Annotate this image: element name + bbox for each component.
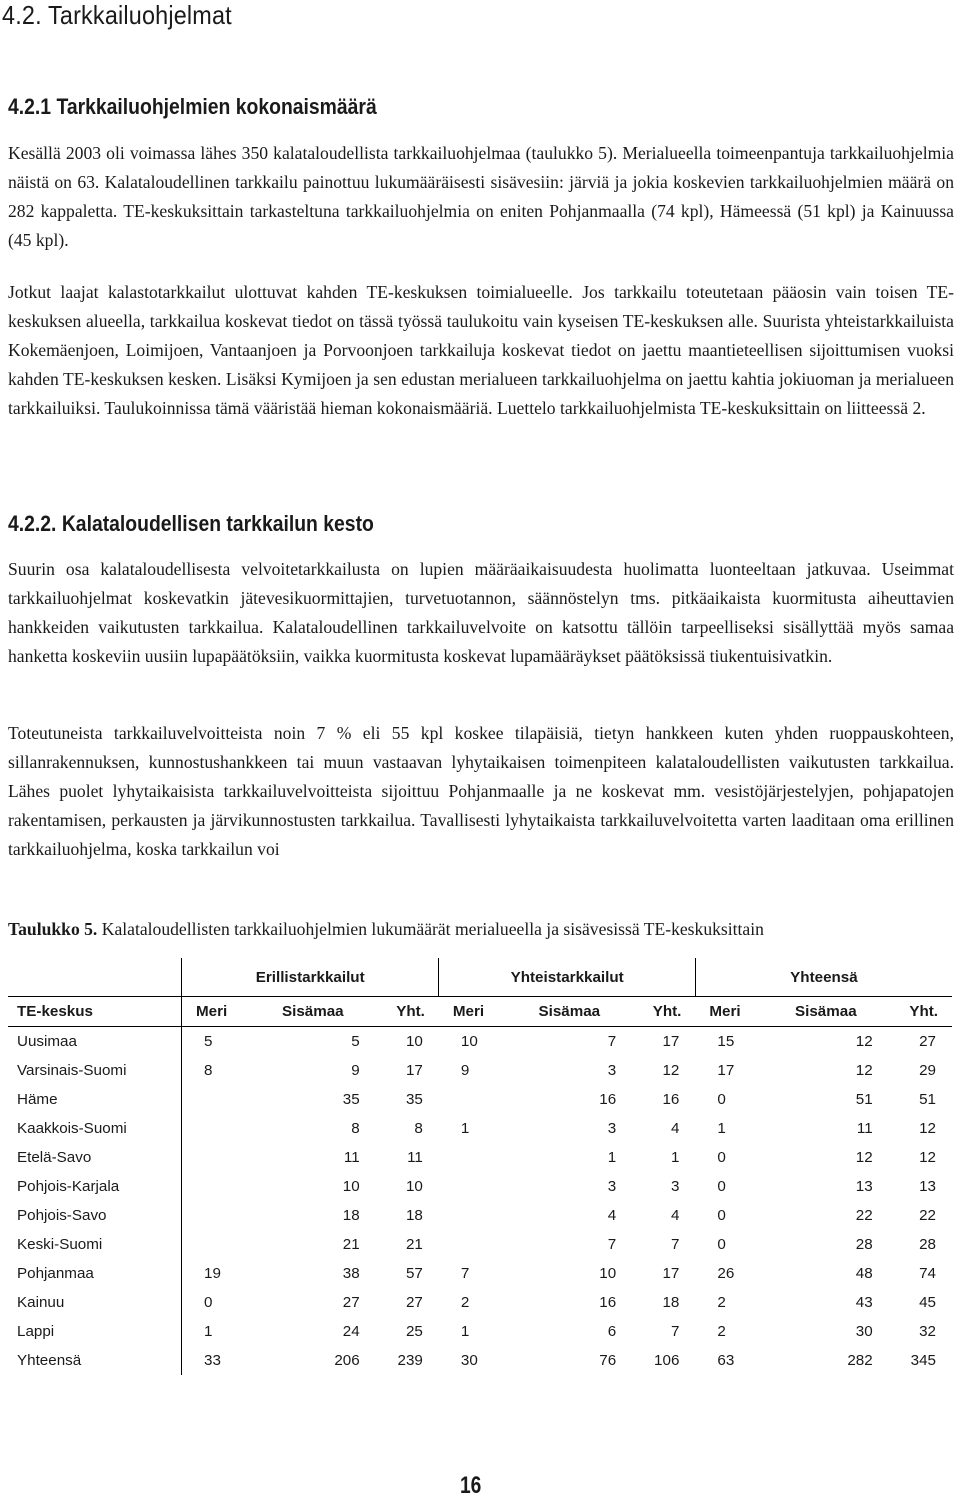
table-cell: 10	[460, 1033, 478, 1050]
table-cell: 9	[351, 1062, 360, 1079]
table-row-label: Pohjois-Karjala	[17, 1178, 120, 1195]
table-row	[8, 1172, 952, 1201]
table-header-cell: Meri	[182, 997, 260, 1027]
table-cell: 15	[717, 1033, 735, 1050]
table-row	[8, 1027, 952, 1057]
table-group-header-row	[8, 958, 952, 997]
subsection-heading-1: 4.2.1 Tarkkailuohjelmien kokonaismäärä	[8, 94, 377, 119]
table-body	[8, 1027, 952, 1376]
table-cell: 11	[856, 1120, 873, 1137]
table-cell: 8	[414, 1120, 423, 1137]
table-cell: 35	[342, 1091, 360, 1108]
table-header-cell: TE-keskus	[8, 997, 182, 1027]
table-header-row	[8, 997, 952, 1027]
table-row	[8, 1230, 952, 1259]
table-row-label: Varsinais-Suomi	[17, 1062, 127, 1079]
table-cell: 43	[855, 1294, 873, 1311]
table-cell: 28	[919, 1236, 936, 1253]
table-row	[8, 1288, 952, 1317]
table-cell: 30	[460, 1352, 478, 1369]
section-heading: 4.2. Tarkkailuohjelmat	[2, 0, 232, 30]
table-cell: 1	[460, 1323, 470, 1340]
table-cell: 22	[855, 1207, 873, 1224]
table-group-header: Yhteensä	[695, 958, 952, 997]
table-cell: 10	[405, 1033, 423, 1050]
table-cell: 17	[405, 1062, 423, 1079]
table-cell: 4	[670, 1207, 680, 1224]
table-cell: 18	[405, 1207, 423, 1224]
table-cell: 17	[662, 1033, 680, 1050]
table-cell: 206	[334, 1352, 360, 1369]
table-header-cell: Sisämaa	[773, 997, 879, 1027]
table-row-label: Kainuu	[17, 1294, 65, 1311]
paragraph-3: Suurin osa kalataloudellisesta velvoitetarkkailusta on lupien määräaikaisuudesta huolimatta luonteeltaan jatkuvaa. Useimmat tarkkailuohjelmat koskevatkin jätevesikuormittajien, turvetuotannon, säännöstelyn tms. pitkäaikaista kuormitusta aiheuttavien hankkeiden vaikutusten tarkkailua. Kalataloudellinen tarkkailuvelvoite on katsottu tällöin tarpeelliseksi sisällyttää myös samaa hanketta koskeviin uusiin lupapäätöksiin, vaikka kuormitusta koskevat lupamääräykset päätöksissä tiukentuisivatkin.	[8, 559, 954, 666]
table-cell: 21	[405, 1236, 423, 1253]
table-group-header: Yhteistarkkailut	[439, 958, 696, 997]
table-cell: 2	[717, 1323, 726, 1340]
table-cell: 10	[405, 1178, 423, 1195]
table-cell: 63	[717, 1352, 735, 1369]
table-cell: 1	[717, 1120, 726, 1137]
paragraph-4: Toteutuneista tarkkailuvelvoitteista noin 7 % eli 55 kpl koskee tilapäisiä, tietyn hankkeen kuten yhden ruoppauskohteen, sillanrakennuksen, kunnostushankkeen tai muun vastaavan lyhytaikaisen toimenpiteen kalataloudellisten vaikutusten tarkkailua. Lähes puolet lyhytaikaisista tarkkailuvelvoitteista sijoittuu Pohjanmaalle ja ne koskevat mm. vesistöjärjestelyjen, pohjapatojen rakentamisen, perkausten ja järvikunnostusten tarkkailua. Tavallisesti lyhytaikaista tarkkailuvelvoitetta varten laaditaan oma erillinen tarkkailuohjelma, koska tarkkailun voi	[8, 723, 954, 859]
table-cell	[182, 1172, 260, 1201]
table-cell: 27	[342, 1294, 360, 1311]
table-cell: 48	[855, 1265, 873, 1282]
table-cell: 5	[182, 1027, 260, 1057]
table-cell: 2	[460, 1294, 470, 1311]
table-caption-text: Kalataloudellisten tarkkailuohjelmien lukumäärät merialueella ja sisävesissä TE-keskuksittain	[97, 919, 764, 939]
table-cell	[439, 1201, 517, 1230]
table-cell: 7	[460, 1265, 470, 1282]
table-cell: 3	[670, 1178, 680, 1195]
table-cell	[439, 1143, 517, 1172]
table-cell: 10	[342, 1178, 360, 1195]
table-cell: 7	[670, 1323, 680, 1340]
table-row	[8, 1201, 952, 1230]
table-cell: 16	[599, 1294, 617, 1311]
table-header-cell: Yht.	[366, 997, 439, 1027]
table-cell: 16	[599, 1091, 617, 1108]
table-cell: 12	[855, 1062, 873, 1079]
table-cell	[439, 1085, 517, 1114]
table-cell: 19	[182, 1259, 260, 1288]
table-header-cell: Meri	[439, 997, 517, 1027]
table-cell: 8	[182, 1056, 260, 1085]
table-cell: 106	[654, 1352, 680, 1369]
table-row-label: Uusimaa	[17, 1033, 77, 1050]
table-cell: 6	[607, 1323, 617, 1340]
table-header-cell: Sisämaa	[516, 997, 622, 1027]
table-cell: 27	[405, 1294, 423, 1311]
table-header-cell: Sisämaa	[260, 997, 366, 1027]
table-header-cell: Yht.	[622, 997, 695, 1027]
table-cell	[182, 1143, 260, 1172]
table-cell: 8	[351, 1120, 360, 1137]
table-cell: 25	[405, 1323, 423, 1340]
table-cell: 17	[717, 1062, 735, 1079]
table-row	[8, 1056, 952, 1085]
table-row-label: Pohjois-Savo	[17, 1207, 107, 1224]
table-cell: 0	[182, 1288, 260, 1317]
data-table	[8, 958, 952, 1375]
table-row	[8, 1259, 952, 1288]
table-cell: 7	[607, 1033, 617, 1050]
table-row-label: Etelä-Savo	[17, 1149, 92, 1166]
table-cell: 11	[343, 1149, 360, 1166]
table-cell: 3	[607, 1062, 617, 1079]
table-cell: 4	[607, 1207, 617, 1224]
table-row-label: Keski-Suomi	[17, 1236, 103, 1253]
table-caption-label: Taulukko 5.	[8, 919, 98, 939]
paragraph-2: Jotkut laajat kalastotarkkailut ulottuvat kahden TE-keskuksen toimialueelle. Jos tarkkailu toteutetaan pääosin vain toisen TE-keskuksen alueella, tarkkailua koskevat tiedot on tässä työssä taulukoitu vain kyseisen TE-keskuksen alle. Suurista yhteistarkkailuista Kokemäenjoen, Loimijoen, Vantaanjoen ja Porvoonjoen tarkkailuja koskevat tiedot on jaettu maantieteellisen sijoittumisen vuoksi kahden TE-keskuksen kesken. Lisäksi Kymijoen ja sen edustan merialueen tarkkailuohjelma on jaettu kahtia jokiuoman ja merialueen tarkkailuiksi. Taulukoinnissa tämä vääristää hieman kokonaismääriä. Luettelo tarkkailuohjelmista TE-keskuksittain on liitteessä 2.	[8, 282, 954, 418]
table-cell	[182, 1114, 260, 1143]
table-cell: 10	[599, 1265, 617, 1282]
table-cell: 3	[607, 1120, 617, 1137]
table-cell: 7	[607, 1236, 617, 1253]
table-cell: 5	[351, 1033, 360, 1050]
table-cell: 1	[182, 1317, 260, 1346]
table-cell: 0	[717, 1091, 726, 1108]
table-cell: 57	[405, 1265, 423, 1282]
table-cell: 51	[919, 1091, 936, 1108]
table-cell: 4	[670, 1120, 680, 1137]
table-cell: 38	[342, 1265, 360, 1282]
table-row	[8, 1346, 952, 1375]
table-group-header-empty	[8, 958, 182, 997]
table-header-cell: Yht.	[879, 997, 952, 1027]
table-cell	[182, 1085, 260, 1114]
table-cell: 12	[855, 1149, 873, 1166]
table-cell: 13	[855, 1178, 873, 1195]
table-cell: 12	[919, 1149, 936, 1166]
table-cell: 74	[919, 1265, 936, 1282]
table-cell: 24	[342, 1323, 360, 1340]
table-cell	[439, 1172, 517, 1201]
table-cell: 45	[919, 1294, 936, 1311]
table-cell: 0	[717, 1236, 726, 1253]
subsection-heading-2: 4.2.2. Kalataloudellisen tarkkailun kesto	[8, 511, 374, 536]
table-row	[8, 1085, 952, 1114]
table-cell: 35	[405, 1091, 423, 1108]
table-cell: 18	[342, 1207, 360, 1224]
table-cell	[182, 1230, 260, 1259]
table-cell: 11	[407, 1149, 423, 1166]
table-cell: 13	[919, 1178, 936, 1195]
table-cell: 7	[670, 1236, 680, 1253]
table-row	[8, 1143, 952, 1172]
table-cell: 22	[919, 1207, 936, 1224]
table-row	[8, 1317, 952, 1346]
table-cell: 0	[717, 1178, 726, 1195]
table-row	[8, 1114, 952, 1143]
table-row-label: Häme	[17, 1091, 58, 1108]
table-row-label: Kaakkois-Suomi	[17, 1120, 127, 1137]
table-cell: 345	[910, 1352, 936, 1369]
table-cell: 29	[919, 1062, 936, 1079]
table-cell: 32	[919, 1323, 936, 1340]
table-row-label: Lappi	[17, 1323, 55, 1340]
table-cell: 17	[662, 1265, 680, 1282]
table-cell: 0	[717, 1207, 726, 1224]
table-cell: 3	[607, 1178, 617, 1195]
table-caption	[8, 919, 764, 940]
table-cell: 1	[670, 1149, 680, 1166]
table-cell: 30	[855, 1323, 873, 1340]
table-cell: 33	[182, 1346, 260, 1375]
table-cell: 239	[397, 1352, 423, 1369]
paragraph-1: Kesällä 2003 oli voimassa lähes 350 kalataloudellista tarkkailuohjelmaa (taulukko 5). Merialueella toimeenpantuja tarkkailuohjelmia näistä on 63. Kalataloudellinen tarkkailu painottuu lukumääräisesti sisävesiin: järviä ja jokia koskevien tarkkailuohjelmien määrä on 282 kappaletta. TE-keskuksittain tarkasteltuna tarkkailuohjelmia on eniten Pohjanmaalla (74 kpl), Hämeessä (51 kpl) ja Kainuussa (45 kpl).	[8, 143, 954, 250]
table-cell: 12	[662, 1062, 680, 1079]
table-cell: 12	[855, 1033, 873, 1050]
table-cell: 16	[662, 1091, 680, 1108]
table-cell: 2	[717, 1294, 726, 1311]
table-cell: 9	[460, 1062, 470, 1079]
table-cell: 76	[599, 1352, 617, 1369]
table-cell: 51	[855, 1091, 873, 1108]
table-row-label: Pohjanmaa	[17, 1265, 94, 1282]
table-group-header: Erillistarkkailut	[182, 958, 439, 997]
table-cell: 1	[460, 1120, 470, 1137]
table-cell: 282	[847, 1352, 873, 1369]
table-row-label: Yhteensä	[17, 1352, 82, 1369]
table-cell: 28	[855, 1236, 873, 1253]
table-cell: 1	[607, 1149, 617, 1166]
table-cell: 27	[919, 1033, 936, 1050]
table-cell: 21	[342, 1236, 360, 1253]
table-cell: 26	[717, 1265, 735, 1282]
table-header-cell: Meri	[695, 997, 773, 1027]
table-cell: 18	[662, 1294, 680, 1311]
table-cell: 0	[717, 1149, 726, 1166]
table-cell: 12	[919, 1120, 936, 1137]
table-cell	[439, 1230, 517, 1259]
page-number: 16	[460, 1472, 482, 1499]
table-cell	[182, 1201, 260, 1230]
